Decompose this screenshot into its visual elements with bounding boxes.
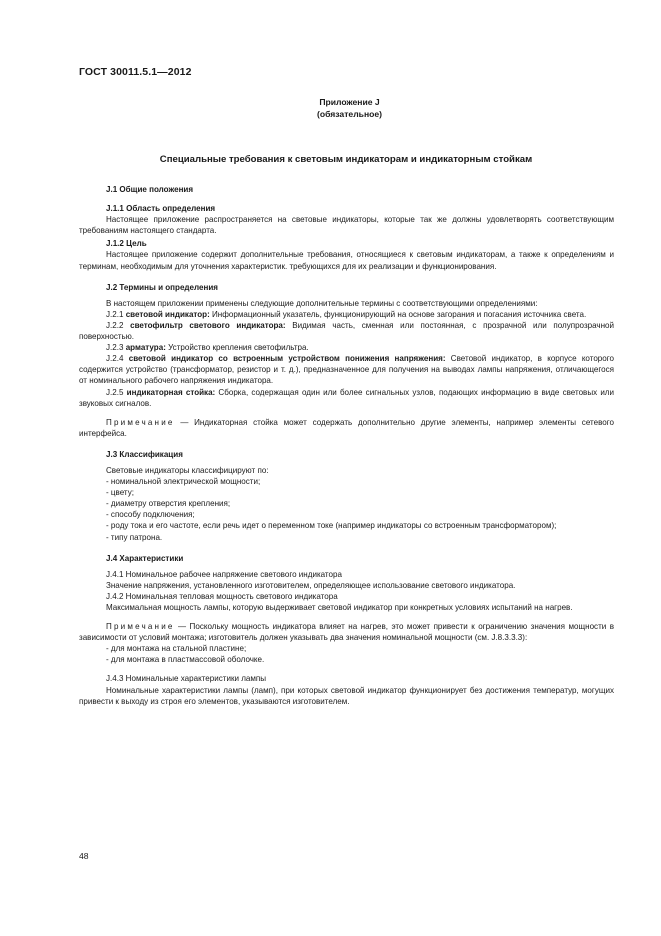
list-item: - роду тока и его частоте, если речь идет о переменном токе (например индикаторы со встроенным трансформатором);	[106, 521, 557, 531]
term-name: арматура:	[125, 343, 166, 353]
list-item: - цвету;	[106, 488, 134, 498]
list-item: - диаметру отверстия крепления;	[106, 499, 231, 509]
term-definition	[79, 309, 614, 320]
note-label: Примечание	[106, 622, 175, 632]
list-item: - номинальной электрической мощности;	[106, 477, 261, 487]
list-item: - способу подключения;	[106, 510, 195, 520]
term-text: Видимая часть, сменная или постоянная, с прозрачной или полупрозрачной поверхностью.	[79, 320, 615, 342]
paragraph: Максимальная мощность лампы, которую выдерживает световой индикатор при конкретных условиях испытаний на нагрев.	[106, 603, 573, 612]
main-title: Специальные требования к световым индикаторам и индикаторным стойкам	[159, 154, 533, 165]
term-definition	[79, 320, 614, 342]
section-heading: J.1 Общие положения	[106, 185, 194, 194]
term-text: Устройство крепления светофильтра.	[165, 343, 309, 353]
note-text: — Индикаторная стойка может содержать дополнительно другие элементы, например элементы сетевого интерфейса.	[79, 417, 614, 438]
term-definition	[79, 387, 614, 409]
page-number: 48	[79, 851, 89, 861]
term-definition	[79, 342, 614, 353]
term-number: J.2.5	[106, 387, 127, 397]
appendix-status: (обязательное)	[316, 109, 383, 119]
term-number: J.2.1	[106, 309, 126, 319]
note-text: — Поскольку мощность индикатора влияет на нагрев, это может привести к ограничению значения мощности в зависимости от условий монтажа; изготовитель должен указывать два значения номинальной мощности (см. J.8.3.3.3):	[79, 622, 614, 643]
note	[79, 417, 614, 439]
appendix-block	[0, 96, 661, 120]
term-name: светофильтр светового индикатора:	[130, 320, 286, 330]
paragraph: Световые индикаторы классифицируют по:	[106, 465, 269, 475]
note-label: Примечание	[106, 417, 175, 427]
section-heading: J.2 Термины и определения	[106, 282, 219, 292]
note	[79, 621, 614, 643]
subsection-title: J.4.2 Номинальная тепловая мощность светового индикатора	[106, 591, 338, 601]
list-item: - для монтажа в пластмассовой оболочке.	[106, 655, 265, 665]
term-number: J.2.4	[106, 354, 129, 364]
subsection-heading: J.1.2 Цель	[106, 239, 147, 249]
paragraph: Настоящее приложение распространяется на световые индикаторы, которые так же должны удовлетворять соответствующим требованиям настоящего стандарта.	[79, 215, 614, 236]
term-name: световой индикатор со встроенным устройством понижения напряжения:	[128, 354, 446, 364]
subsection-heading: J.1.1 Область определения	[106, 204, 216, 214]
term-number: J.2.3	[106, 343, 126, 353]
term-name: световой индикатор:	[125, 309, 210, 319]
paragraph: Номинальные характеристики лампы (ламп), при которых световой индикатор функционирует без достижения температур, могущих привести к выходу из строя его элементов, указываются изготовителем.	[79, 685, 614, 706]
appendix-title: Приложение J	[319, 97, 380, 107]
term-definition	[79, 353, 614, 386]
list-item: - для монтажа на стальной пластине;	[106, 644, 247, 654]
subsection-title: J.4.1 Номинальное рабочее напряжение светового индикатора	[106, 569, 342, 579]
term-text: Сборка, содержащая один или более сигнальных узлов, подающих информацию в виде световых или звуковых сигналов.	[79, 387, 615, 408]
term-name: индикаторная стойка:	[126, 387, 216, 397]
subsection-title: J.4.3 Номинальные характеристики лампы	[106, 674, 267, 684]
document-body	[79, 184, 614, 707]
section-heading: J.4 Характеристики	[106, 553, 184, 563]
paragraph: Значение напряжения, установленного изготовителем, определяющее использование светового индикатора.	[106, 580, 516, 590]
paragraph: В настоящем приложении применены следующие дополнительные термины с соответствующими определениями:	[106, 298, 538, 308]
term-text: Информационный указатель, функционирующий на основе загорания и погасания источника света.	[209, 309, 587, 319]
paragraph: Настоящее приложение содержит дополнительные требования, относящиеся к световым индикаторам, а также к определениям и терминам, необходимым для уточнения характеристик. требующихся для их реализации и функционирования.	[79, 250, 614, 271]
list-item: - типу патрона.	[106, 532, 163, 542]
term-text: Световой индикатор, в корпусе которого содержится устройство (трансформатор, резистор и т. д.), предназначенное для получения на выводах лампы напряжения, отличающегося от номинального рабочего напряжения индикатора.	[79, 354, 614, 386]
section-heading: J.3 Классификация	[106, 449, 183, 459]
standard-header: ГОСТ 30011.5.1—2012	[79, 66, 192, 78]
term-number: J.2.2	[106, 320, 131, 330]
